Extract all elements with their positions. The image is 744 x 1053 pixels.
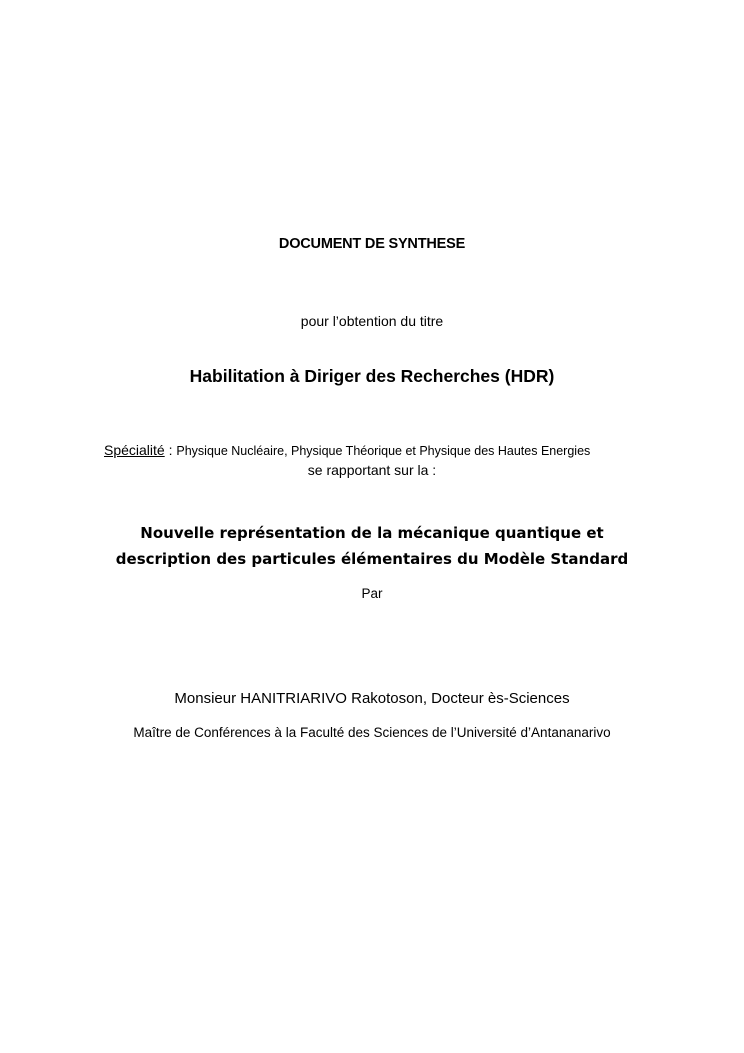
specialty-separator: : (164, 442, 177, 458)
thesis-title-line-2: description des particules élémentaires du Modèle Standard (115, 550, 629, 568)
by-text: Par (361, 586, 383, 601)
specialty-line (104, 442, 590, 458)
thesis-title-line-1: Nouvelle représentation de la mécanique quantique et (140, 524, 604, 542)
author-affiliation: Maître de Conférences à la Faculté des Sciences de l’Université d’Antananarivo (133, 725, 611, 740)
purpose-text: pour l’obtention du titre (300, 313, 444, 329)
specialty-label: Spécialité (104, 442, 165, 458)
degree-title: Habilitation à Diriger des Recherches (HDR) (189, 366, 555, 386)
document-type-heading: DOCUMENT DE SYNTHESE (278, 236, 466, 252)
specialty-value: Physique Nucléaire, Physique Théorique et Physique des Hautes Energies (176, 444, 591, 458)
relating-text: se rapportant sur la : (307, 462, 437, 478)
author-name: Monsieur HANITRIARIVO Rakotoson, Docteur ès-Sciences (174, 690, 570, 707)
